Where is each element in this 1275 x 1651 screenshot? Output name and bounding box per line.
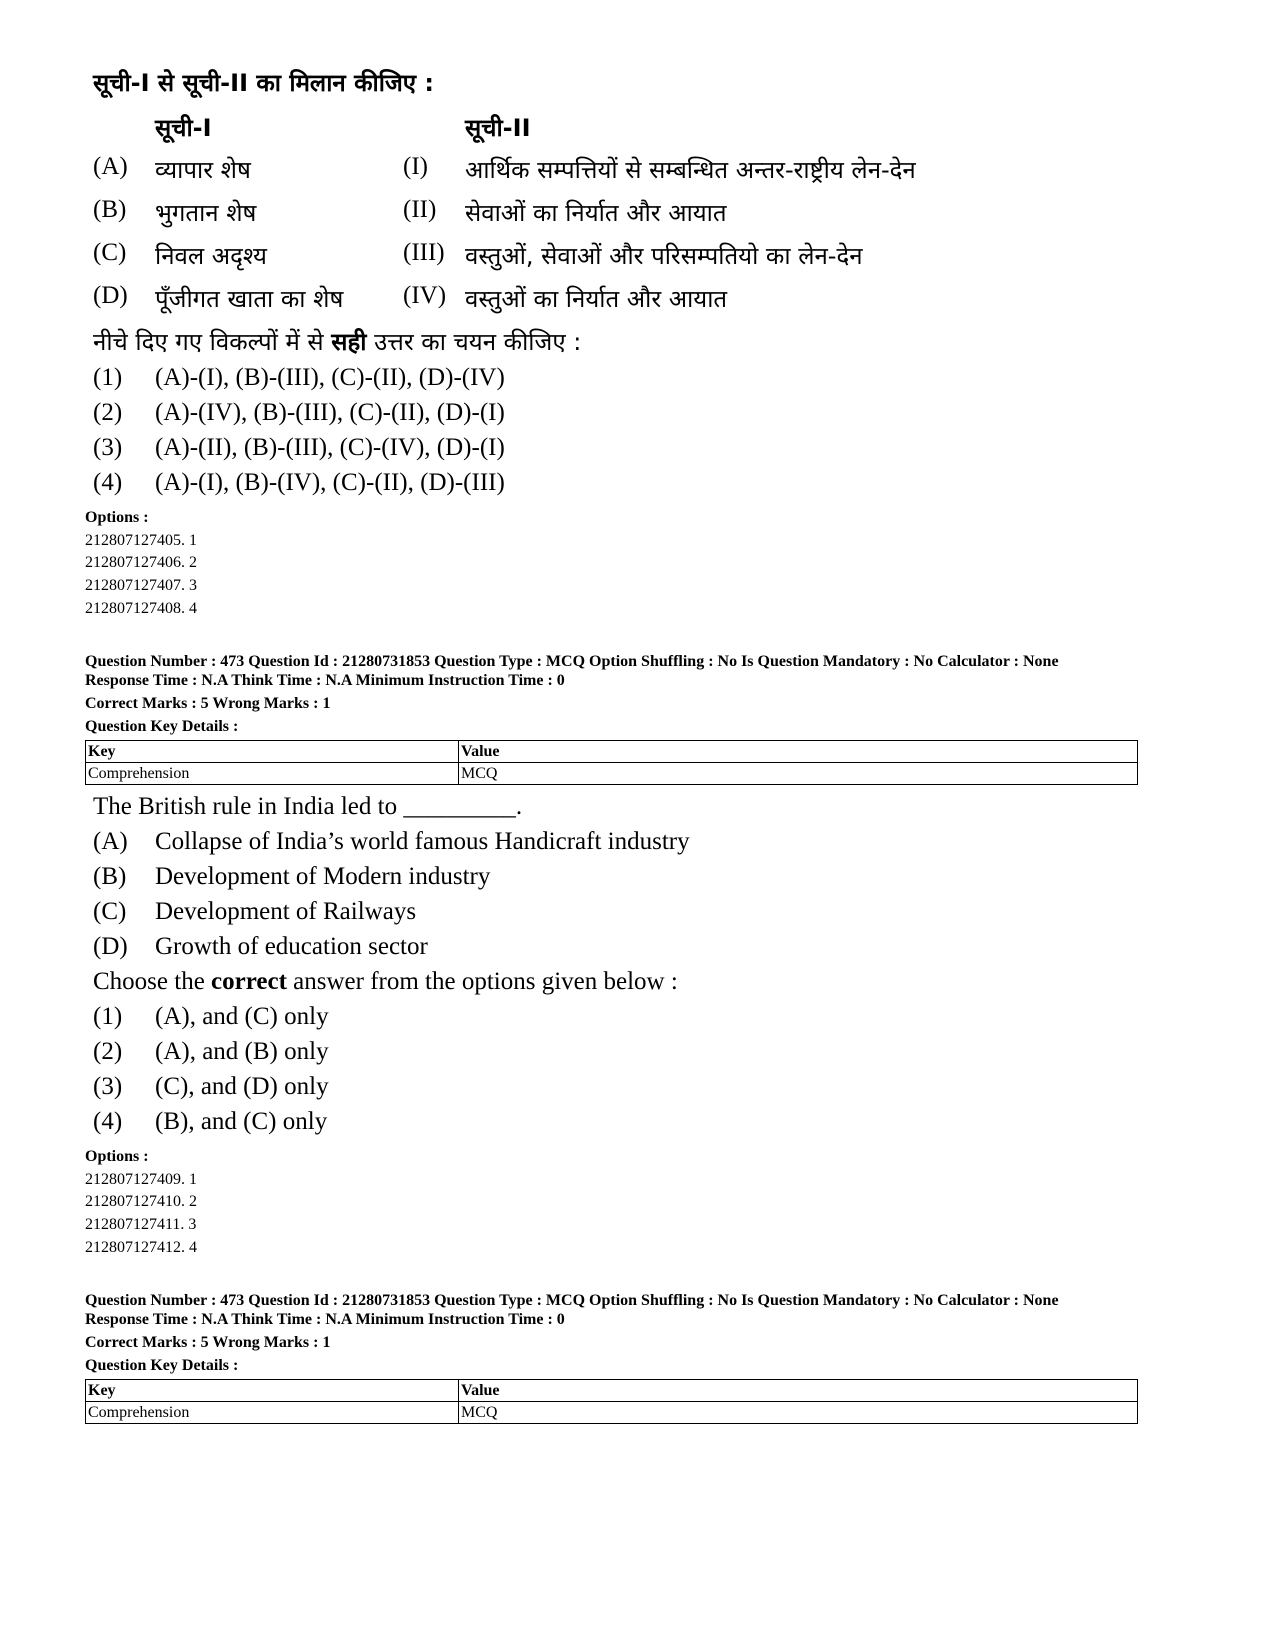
list1-tag: (B) (93, 196, 127, 223)
option-id: 212807127406. 2 (85, 554, 197, 571)
answer-text: (A)-(IV), (B)-(III), (C)-(II), (D)-(I) (155, 399, 505, 426)
option-id: 212807127408. 4 (85, 600, 197, 617)
option-id: 212807127412. 4 (85, 1239, 197, 1256)
question-meta-line: Question Number : 473 Question Id : 21280731853 Question Type : MCQ Option Shuffling : No Is Question Mandatory : No Calculator : None (85, 1292, 1059, 1309)
table-cell-value: MCQ (459, 1402, 1138, 1424)
answer-text: (A)-(I), (B)-(III), (C)-(II), (D)-(IV) (155, 364, 505, 391)
table-header-key: Key (86, 741, 459, 763)
list2-item: सेवाओं का निर्यात और आयात (465, 199, 727, 227)
statement-tag: (A) (93, 828, 128, 855)
statement-text: Growth of education sector (155, 933, 428, 960)
answer-number: (2) (93, 1038, 123, 1065)
list1-tag: (A) (93, 153, 128, 180)
key-value-table (85, 1379, 1138, 1424)
list2-tag: (II) (403, 196, 437, 223)
statement-text: Development of Modern industry (155, 863, 491, 890)
answer-text: (A)-(I), (B)-(IV), (C)-(II), (D)-(III) (155, 469, 505, 496)
choose-post: उत्तर का चयन कीजिए : (366, 328, 582, 356)
marks-line: Correct Marks : 5 Wrong Marks : 1 (85, 695, 331, 712)
statement-tag: (C) (93, 898, 127, 925)
q1-instruction: सूची-I से सूची-II का मिलान कीजिए : (93, 69, 434, 97)
answer-number: (4) (93, 1108, 123, 1135)
choose-pre: Choose the (93, 968, 212, 995)
answer-text: (A)-(II), (B)-(III), (C)-(IV), (D)-(I) (155, 434, 505, 461)
table-row (86, 763, 1138, 785)
question-meta-line: Response Time : N.A Think Time : N.A Minimum Instruction Time : 0 (85, 1311, 565, 1328)
answer-number: (1) (93, 364, 123, 391)
list1-item: भुगतान शेष (155, 199, 257, 227)
table-header-value: Value (459, 1380, 1138, 1402)
table-cell-value: MCQ (459, 763, 1138, 785)
choose-bold: correct (211, 968, 287, 995)
answer-text: (A), and (B) only (155, 1038, 329, 1065)
statement-tag: (B) (93, 863, 127, 890)
statement-text: Collapse of India’s world famous Handicraft industry (155, 828, 690, 855)
list2-item: वस्तुओं का निर्यात और आयात (465, 285, 728, 313)
table-cell-key: Comprehension (86, 763, 459, 785)
question-meta-line: Question Number : 473 Question Id : 21280731853 Question Type : MCQ Option Shuffling : No Is Question Mandatory : No Calculator : None (85, 653, 1059, 670)
table-header-row (86, 1380, 1138, 1402)
option-id: 212807127405. 1 (85, 532, 197, 549)
question-meta-line: Response Time : N.A Think Time : N.A Minimum Instruction Time : 0 (85, 672, 565, 689)
table-row (86, 1402, 1138, 1424)
answer-number: (1) (93, 1003, 123, 1030)
table-header-row (86, 741, 1138, 763)
choose-bold: सही (331, 328, 367, 356)
statement-tag: (D) (93, 933, 128, 960)
list2-item: आर्थिक सम्पत्तियों से सम्बन्धित अन्तर-राष्ट्रीय लेन-देन (465, 156, 916, 184)
options-label: Options : (85, 509, 149, 526)
q1-choose-instruction (93, 325, 581, 358)
option-id: 212807127411. 3 (85, 1216, 197, 1233)
list2-item: वस्तुओं, सेवाओं और परिसम्पतियो का लेन-देन (465, 242, 863, 270)
option-id: 212807127409. 1 (85, 1171, 197, 1188)
answer-number: (4) (93, 469, 123, 496)
option-id: 212807127407. 3 (85, 577, 197, 594)
list1-tag: (C) (93, 239, 127, 266)
table-header-value: Value (459, 741, 1138, 763)
table-cell-key: Comprehension (86, 1402, 459, 1424)
answer-number: (3) (93, 434, 123, 461)
marks-line: Correct Marks : 5 Wrong Marks : 1 (85, 1334, 331, 1351)
list2-tag: (I) (403, 153, 428, 180)
choose-pre: नीचे दिए गए विकल्पों में से (93, 328, 332, 356)
answer-text: (A), and (C) only (155, 1003, 329, 1030)
list1-item: पूँजीगत खाता का शेष (155, 285, 344, 313)
list1-tag: (D) (93, 282, 128, 309)
list1-item: निवल अदृश्य (155, 242, 267, 270)
choose-post: answer from the options given below : (286, 968, 678, 995)
option-id: 212807127410. 2 (85, 1193, 197, 1210)
key-details-label: Question Key Details : (85, 718, 239, 735)
answer-text: (C), and (D) only (155, 1073, 329, 1100)
table-header-key: Key (86, 1380, 459, 1402)
list2-tag: (IV) (403, 282, 447, 309)
answer-number: (2) (93, 399, 123, 426)
list2-tag: (III) (403, 239, 445, 266)
q2-choose-instruction (93, 968, 678, 996)
answer-text: (B), and (C) only (155, 1108, 328, 1135)
key-details-label: Question Key Details : (85, 1357, 239, 1374)
q2-stem: The British rule in India led to _________. (93, 793, 523, 820)
statement-text: Development of Railways (155, 898, 417, 925)
key-value-table (85, 740, 1138, 785)
options-label: Options : (85, 1148, 149, 1165)
list1-item: व्यापार शेष (155, 156, 251, 184)
list1-header: सूची-I (155, 114, 212, 142)
answer-number: (3) (93, 1073, 123, 1100)
list2-header: सूची-II (465, 114, 531, 142)
